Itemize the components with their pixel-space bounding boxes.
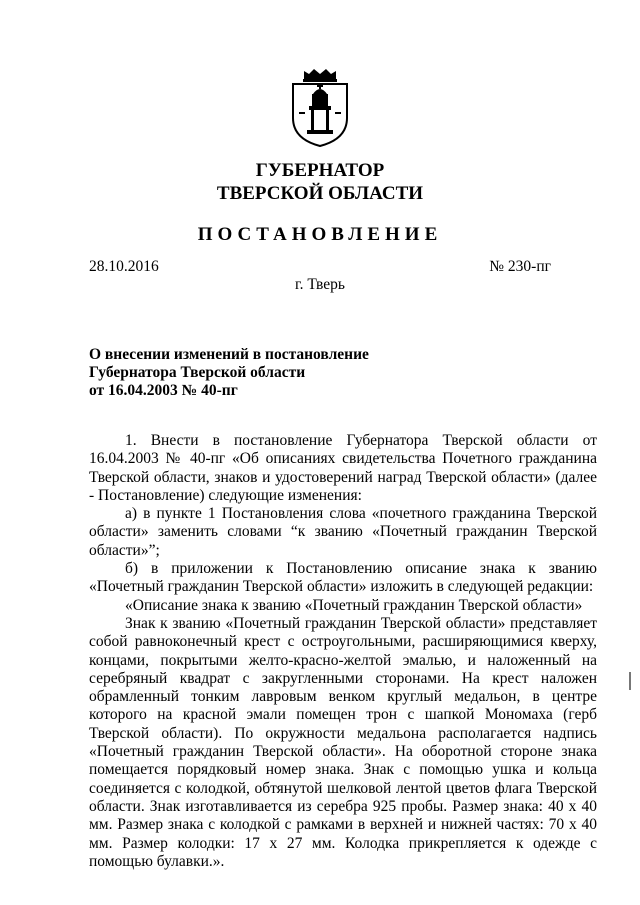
scan-edge-mark (629, 672, 631, 690)
body-paragraph: б) в приложении к Постановлению описание знака к званию «Почетный гражданин Тверской области» изложить в следующей редакции: (89, 560, 597, 596)
org-title-line1: ГУБЕРНАТОР (255, 160, 385, 181)
subject-line: Губернатора Тверской области (89, 364, 306, 381)
document-body (89, 432, 597, 871)
document-type: ПОСТАНОВЛЕНИЕ (197, 224, 443, 245)
document-date: 28.10.2016 (89, 258, 159, 275)
body-paragraph: а) в пункте 1 Постановления слова «почетного гражданина Тверской области» заменить словами “к званию «Почетный гражданин Тверской области»”; (89, 505, 597, 559)
coat-of-arms-icon (287, 66, 353, 148)
document-number: № 230-пг (489, 258, 551, 275)
subject-line: от 16.04.2003 № 40-пг (89, 382, 238, 399)
org-title-line2: ТВЕРСКОЙ ОБЛАСТИ (216, 183, 424, 204)
body-paragraph: 1. Внести в постановление Губернатора Тверской области от 16.04.2003 № 40-пг «Об описаниях свидетельства Почетного гражданина Тверской области, знаков и удостоверений наград Тверской области» (далее - Постановление) следующие изменения: (89, 432, 597, 504)
body-paragraph: Знак к званию «Почетный гражданин Тверской области» представляет собой равноконечный крест с остроугольными, расширяющимися кверху, концами, покрытыми желто-красно-желтой эмалью, и наложенный на серебряный квадрат с закругленными сторонами. На крест наложен обрамленный тонким лавровым венком круглый медальон, в центре которого на красной эмали помещен трон с шапкой Мономаха (герб Тверской области). По окружности медальона располагается надпись «Почетный гражданин Тверской области». На оборотной стороне знака помещается порядковый номер знака. Знак с помощью ушка и кольца соединяется с колодкой, обтянутой шелковой лентой цветов флага Тверской области. Знак изготавливается из серебра 925 пробы. Размер знака: 40 х 40 мм. Размер знака с колодкой с рамками в верхней и нижней частях: 70 х 40 мм. Размер колодки: 17 х 27 мм. Колодка прикрепляется к одежде с помощью булавки.». (89, 614, 597, 870)
document-subject (89, 346, 369, 400)
document-city: г. Тверь (295, 276, 345, 293)
body-paragraph: «Описание знака к званию «Почетный гражданин Тверской области» (125, 596, 583, 614)
subject-line: О внесении изменений в постановление (89, 346, 369, 363)
